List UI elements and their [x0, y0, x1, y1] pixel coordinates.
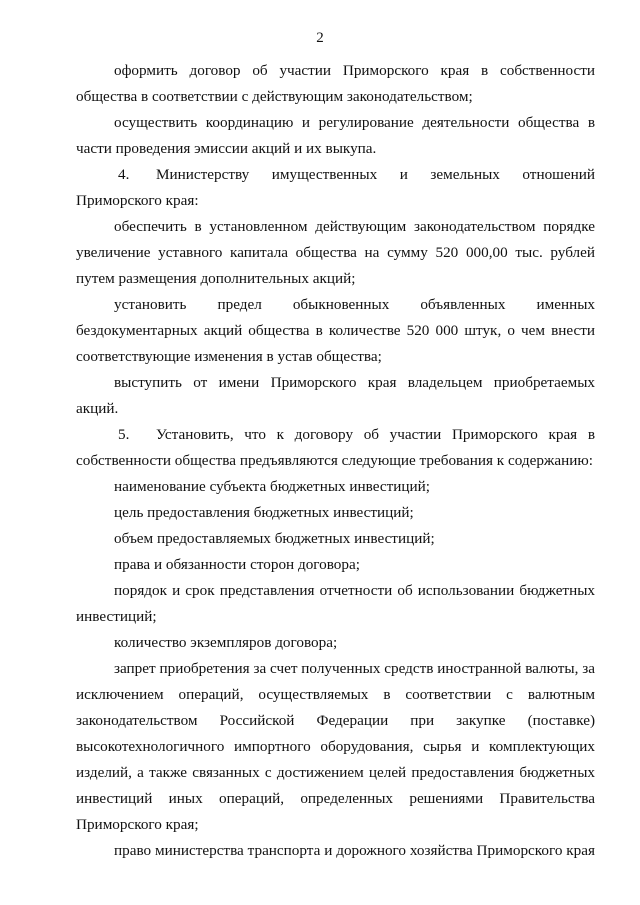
- list-item: запрет приобретения за счет полученных средств иностранной валюты, за исключением операций, осуществляемых в соответствии с валютным законодательством Российской Федерации при закупке (поставке) высокотехнологичного импортного оборудования, сырья и комплектующих изделий, а также связанных с достижением целей предоставления бюджетных инвестиций иных операций, определенных решениями Правительства Приморского края;: [76, 660, 595, 833]
- list-item: право министерства транспорта и дорожного хозяйства Приморского края: [114, 842, 595, 859]
- numbered-paragraph-5: [76, 422, 595, 474]
- document-body: [76, 58, 595, 864]
- list-item: количество экземпляров договора;: [114, 634, 338, 651]
- list-item: наименование субъекта бюджетных инвестиций;: [114, 478, 430, 495]
- paragraph-text: Установить, что к договору об участии Приморского края в собственности общества предъявляются следующие требования к содержанию:: [76, 426, 595, 469]
- list-item: права и обязанности сторон договора;: [114, 556, 360, 573]
- paragraph: оформить договор об участии Приморского края в собственности общества в соответствии с действующим законодательством;: [76, 62, 595, 105]
- page-number: 2: [316, 30, 324, 46]
- paragraph-text: Министерству имущественных и земельных отношений Приморского края:: [76, 166, 595, 209]
- item-number: 4.: [118, 166, 130, 183]
- list-item: объем предоставляемых бюджетных инвестиций;: [114, 530, 435, 547]
- paragraph: осуществить координацию и регулирование деятельности общества в части проведения эмиссии акций и их выкупа.: [76, 114, 595, 157]
- list-item: порядок и срок представления отчетности об использовании бюджетных инвестиций;: [76, 582, 595, 625]
- numbered-paragraph-4: [76, 162, 595, 214]
- paragraph: выступить от имени Приморского края владельцем приобретаемых акций.: [76, 374, 595, 417]
- paragraph: обеспечить в установленном действующим законодательством порядке увеличение уставного капитала общества на сумму 520 000,00 тыс. рублей путем размещения дополнительных акций;: [76, 218, 595, 287]
- list-item: цель предоставления бюджетных инвестиций;: [114, 504, 414, 521]
- paragraph: установить предел обыкновенных объявленных именных бездокументарных акций общества в количестве 520 000 штук, о чем внести соответствующие изменения в устав общества;: [76, 296, 595, 365]
- item-number: 5.: [118, 426, 130, 443]
